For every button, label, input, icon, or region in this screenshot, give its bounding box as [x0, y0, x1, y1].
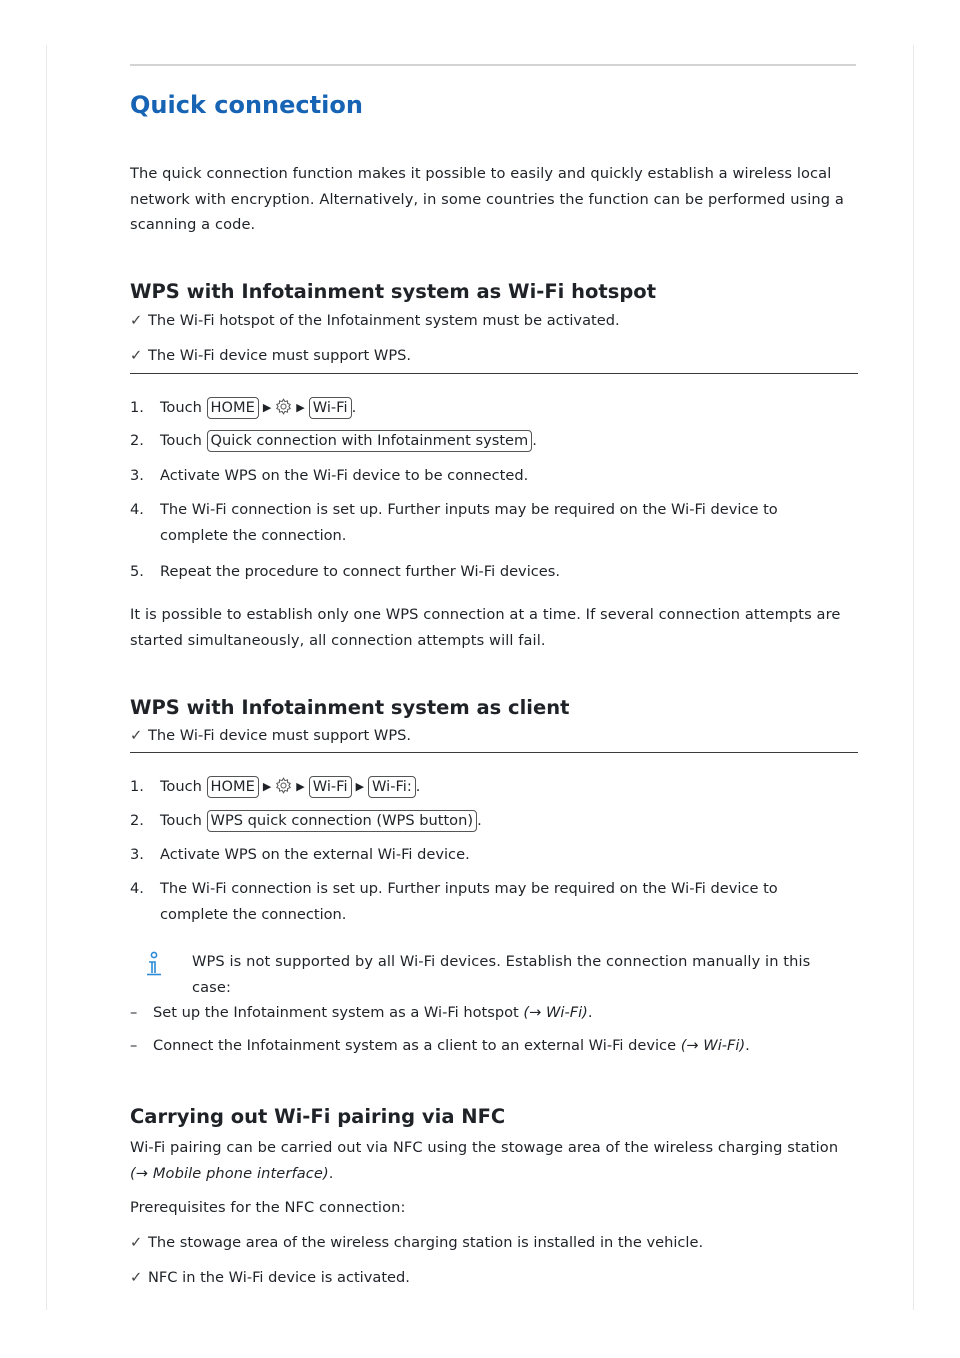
wps-note: It is possible to establish only one WPS connection at a time. If several connection attempts are started simultaneously, all connection attempts will fail.	[130, 606, 841, 649]
arrow-icon: ▶	[296, 780, 305, 793]
intro-paragraph: The quick connection function makes it possible to easily and quickly establish a wireless local network with encryption. Alternatively, in some countries the function can be performed using a scanning a code.	[130, 165, 844, 233]
check-icon: ✓	[130, 1269, 143, 1286]
dash-bullet: –	[130, 1037, 138, 1054]
cross-reference-link[interactable]: (→ Wi-Fi)	[523, 1004, 588, 1021]
section-heading-hotspot: WPS with Infotainment system as Wi-Fi hotspot	[130, 280, 657, 303]
check-icon: ✓	[130, 312, 143, 329]
arrow-icon: ▶	[262, 401, 272, 414]
wifi-key[interactable]: Wi-Fi	[309, 397, 352, 419]
check-icon: ✓	[130, 1234, 143, 1251]
info-note: WPS is not supported by all Wi-Fi devices. Establish the connection manually in this case:	[192, 953, 811, 996]
arrow-icon: ▶	[262, 780, 272, 793]
section-heading-client: WPS with Infotainment system as client	[130, 696, 570, 719]
cross-reference-link[interactable]: (→ Wi-Fi)	[680, 1037, 746, 1054]
section-heading-nfc: Carrying out Wi-Fi pairing via NFC	[130, 1105, 506, 1128]
requirement-item: ✓ NFC in the Wi-Fi device is activated.	[130, 1265, 856, 1291]
dash-bullet: –	[130, 1004, 138, 1021]
page-title: Quick connection	[130, 91, 363, 119]
info-icon	[144, 951, 164, 977]
home-key[interactable]: HOME	[207, 776, 259, 798]
bullet-item: – Connect the Infotainment system as a client to an external Wi-Fi device (→ Wi-Fi).	[130, 1033, 856, 1059]
wifi-key[interactable]: Wi-Fi	[309, 776, 352, 798]
nfc-paragraph: Wi-Fi pairing can be carried out via NFC using the stowage area of the wireless charging station (→ Mobile phone interface).	[130, 1139, 839, 1182]
check-icon: ✓	[130, 347, 143, 364]
prerequisites-label: Prerequisites for the NFC connection:	[130, 1199, 406, 1216]
cross-reference-link[interactable]: (→ Mobile phone interface)	[130, 1164, 329, 1182]
wps-button-key[interactable]: WPS quick connection (WPS button)	[207, 810, 478, 832]
gear-icon[interactable]	[275, 398, 292, 415]
quick-connection-key[interactable]: Quick connection with Infotainment system	[207, 430, 533, 452]
bullet-item: – Set up the Infotainment system as a Wi-Fi hotspot (→ Wi-Fi).	[130, 1000, 856, 1026]
requirement-item: ✓ The stowage area of the wireless charging station is installed in the vehicle.	[130, 1230, 856, 1256]
requirement-item: ✓ The Wi-Fi hotspot of the Infotainment system must be activated.	[130, 308, 856, 334]
left-margin-line	[46, 45, 47, 1310]
right-margin-line	[913, 45, 914, 1310]
requirement-item: ✓ The Wi-Fi device must support WPS.	[130, 343, 856, 369]
arrow-icon: ▶	[296, 401, 305, 414]
section-divider	[130, 752, 858, 753]
wifi-settings-key[interactable]: Wi-Fi:	[368, 776, 416, 798]
arrow-icon: ▶	[355, 780, 365, 793]
top-rule	[130, 64, 856, 66]
section-divider	[130, 373, 858, 374]
requirement-item: ✓ The Wi-Fi device must support WPS.	[130, 723, 856, 749]
check-icon: ✓	[130, 727, 143, 744]
gear-icon[interactable]	[275, 777, 292, 794]
home-key[interactable]: HOME	[207, 397, 259, 419]
